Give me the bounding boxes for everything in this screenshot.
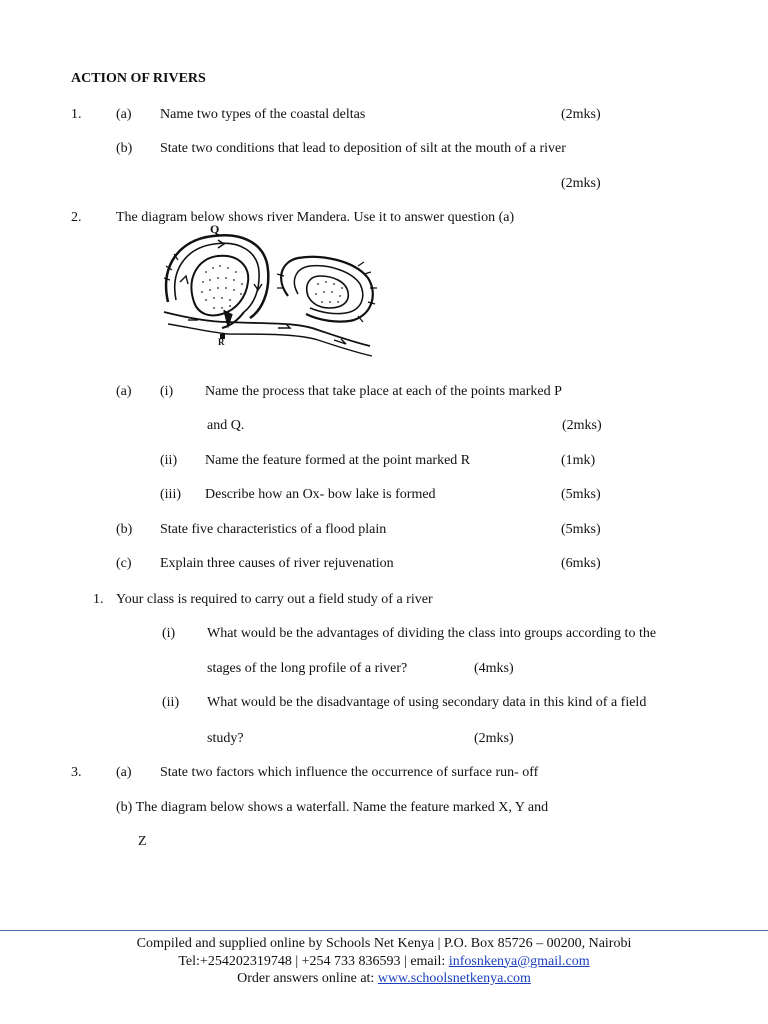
field-number: 1. <box>93 592 104 607</box>
footer-line1: Compiled and supplied online by Schools Net Kenya | P.O. Box 85726 – 00200, Nairobi <box>136 936 632 951</box>
q2b-text: State five characteristics of a flood plain <box>160 522 387 537</box>
q2c-marks: (6mks) <box>561 556 601 571</box>
q3a-text: State two factors which influence the occurrence of surface run- off <box>160 765 539 780</box>
field-ii-line2: study? <box>207 731 244 746</box>
field-ii-line1: What would be the disadvantage of using secondary data in this kind of a field <box>207 695 647 710</box>
q1a-marks: (2mks) <box>561 107 601 122</box>
label-r: R <box>218 337 225 347</box>
footer-rule <box>0 930 768 931</box>
q3a-label: (a) <box>116 765 132 780</box>
q2aii-marks: (1mk) <box>561 453 596 468</box>
field-ii-label: (ii) <box>162 695 180 710</box>
field-i-marks: (4mks) <box>474 661 514 676</box>
footer-tel: Tel:+254202319748 | +254 733 836593 | email: <box>178 953 449 969</box>
q2b-label: (b) <box>116 522 133 537</box>
q3-number: 3. <box>71 765 82 780</box>
q2ai-line2: and Q. <box>207 418 245 433</box>
river-meander-diagram <box>158 222 380 362</box>
q1b-marks: (2mks) <box>561 176 601 191</box>
q2aii-text: Name the feature formed at the point marked R <box>205 453 471 468</box>
q2aiii-label: (iii) <box>160 487 181 502</box>
q2ai-marks: (2mks) <box>562 418 602 433</box>
q1-number: 1. <box>71 107 82 122</box>
q3b-line2: Z <box>138 834 147 849</box>
q2ai-line1: Name the process that take place at each of the points marked P <box>205 384 562 399</box>
field-ii-marks: (2mks) <box>474 731 514 746</box>
footer-order: Order answers online at: <box>237 971 378 986</box>
website-link[interactable]: www.schoolsnetkenya.com <box>377 971 531 986</box>
label-q: Q <box>210 222 220 236</box>
q2aiii-text: Describe how an Ox- bow lake is formed <box>205 487 436 502</box>
email-link[interactable]: infosnkenya@gmail.com <box>448 953 590 969</box>
q2-intro: The diagram below shows river Mandera. Use it to answer question (a) <box>116 210 515 225</box>
q2-number: 2. <box>71 210 82 225</box>
field-i-label: (i) <box>162 626 176 641</box>
q2c-label: (c) <box>116 556 132 571</box>
field-i-line1: What would be the advantages of dividing the class into groups according to the <box>207 626 657 641</box>
field-text: Your class is required to carry out a field study of a river <box>116 592 433 607</box>
q1b-text: State two conditions that lead to deposition of silt at the mouth of a river <box>160 141 566 156</box>
footer <box>0 935 768 988</box>
q2c-text: Explain three causes of river rejuvenation <box>160 556 394 571</box>
q1a-text: Name two types of the coastal deltas <box>160 107 366 122</box>
q2ai-label: (i) <box>160 384 174 399</box>
q1a-label: (a) <box>116 107 132 122</box>
q2aii-label: (ii) <box>160 453 178 468</box>
field-i-line2: stages of the long profile of a river? <box>207 661 408 676</box>
q2a-label: (a) <box>116 384 132 399</box>
q1b-label: (b) <box>116 141 133 156</box>
q2aiii-marks: (5mks) <box>561 487 601 502</box>
page-title: ACTION OF RIVERS <box>71 71 206 86</box>
footer-line2 <box>0 953 768 971</box>
q2b-marks: (5mks) <box>561 522 601 537</box>
footer-line3 <box>0 970 768 988</box>
q3b-line1: (b) The diagram below shows a waterfall. Name the feature marked X, Y and <box>116 800 549 815</box>
